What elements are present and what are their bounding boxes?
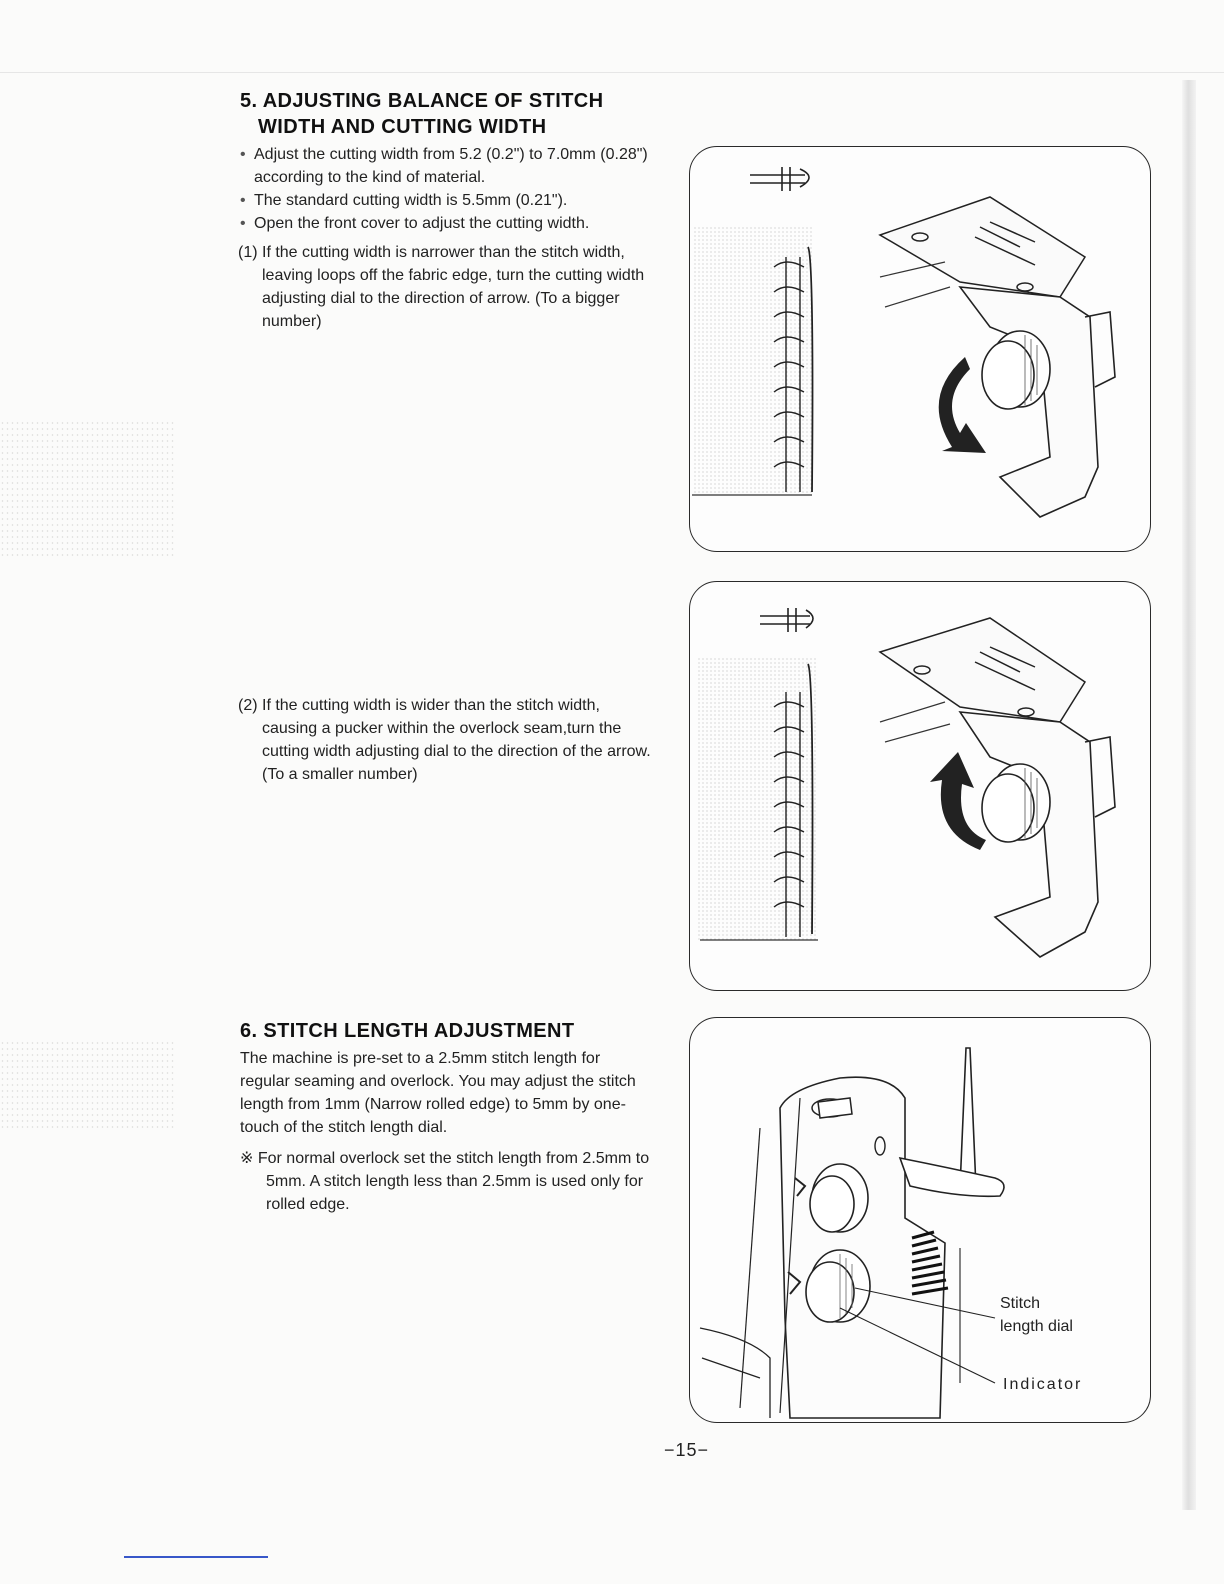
stitch-symbol-icon: [750, 167, 809, 191]
section-5-heading-line2: WIDTH AND CUTTING WIDTH: [258, 116, 547, 138]
figure-cutting-width-decrease: [689, 581, 1151, 991]
rotation-arrow-clockwise-icon: [939, 357, 986, 453]
lever-top: [812, 1098, 852, 1118]
scan-top-rule: [0, 72, 1224, 73]
callout-stitch-length-label: Stitch: [1000, 1295, 1041, 1312]
section-5-bullets: [238, 143, 658, 235]
step-2-text: (2) If the cutting width is wider than the stitch width, causing a pucker within the overlock seam,turn the cutting width adjusting dial to the direction of the arrow. (To a smaller number): [238, 697, 651, 783]
cutting-width-dial: [982, 764, 1050, 842]
bullet-item: • The standard cutting width is 5.5mm (0.21").: [238, 189, 658, 212]
bullet-item: • Adjust the cutting width from 5.2 (0.2") to 7.0mm (0.28") according to the kind of material.: [238, 143, 658, 189]
scan-noise: [0, 1040, 175, 1130]
section-6-heading: 6. STITCH LENGTH ADJUSTMENT: [240, 1020, 575, 1042]
section-5-heading: [240, 88, 660, 140]
callout-indicator-label: Indicator: [1003, 1376, 1083, 1393]
callout-stitch-length-label-line2: length dial: [1000, 1318, 1073, 1335]
needle-plate: [880, 197, 1085, 297]
rotation-arrow-counterclockwise-icon: [930, 752, 986, 850]
scan-binding-edge: [1182, 80, 1196, 1510]
machine-body: [960, 712, 1115, 957]
needle-plate: [880, 618, 1085, 722]
machine-body: [960, 287, 1115, 517]
scan-link-underline: [124, 1556, 268, 1558]
page-number: −15−: [664, 1440, 710, 1460]
figure-1-illustration: [690, 147, 1150, 551]
stitch-symbol-icon: [760, 608, 813, 632]
scan-noise: [0, 420, 175, 560]
figure-stitch-length-dial: [689, 1017, 1151, 1423]
section-5-heading-line1: 5. ADJUSTING BALANCE OF STITCH: [240, 90, 604, 112]
cutting-width-dial: [982, 331, 1050, 409]
figure-cutting-width-increase: [689, 146, 1151, 552]
thread-spool-pin: [900, 1048, 1004, 1196]
figure-3-illustration: [690, 1018, 1150, 1422]
section-6-body: The machine is pre-set to a 2.5mm stitch length for regular seaming and overlock. You may adjust the stitch length from 1mm (Narrow rolled edge) to 5mm by one-touch of the stitch length dial.: [240, 1050, 636, 1136]
fabric-swatch: [692, 225, 812, 495]
machine-front-panel: [740, 1077, 945, 1418]
figure-2-illustration: [690, 582, 1150, 990]
bullet-item: • Open the front cover to adjust the cutting width.: [238, 212, 658, 235]
section-6-note: ※ For normal overlock set the stitch length from 2.5mm to 5mm. A stitch length less than 2.5mm is used only for rolled edge.: [240, 1150, 650, 1213]
step-1-text: (1) If the cutting width is narrower than the stitch width, leaving loops off the fabric edge, turn the cutting width adjusting dial to the direction of arrow. (To a bigger number): [238, 244, 645, 330]
